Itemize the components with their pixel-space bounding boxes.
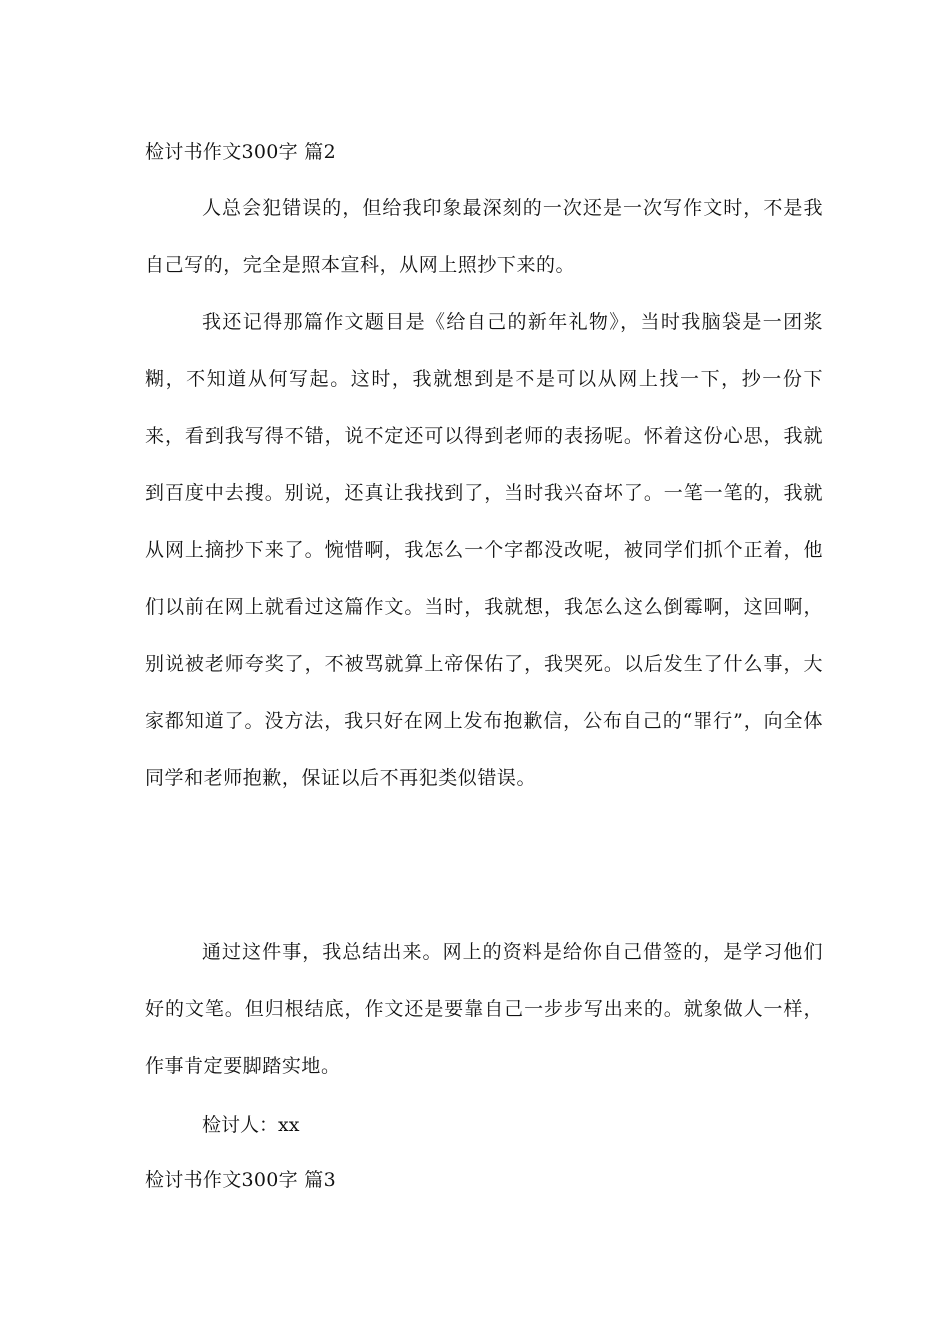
section-heading-2: 检讨书作文300字 篇2 [145, 141, 336, 163]
paragraph-2: 我还记得那篇作文题目是《给自己的新年礼物》，当时我脑袋是一团浆糊，不知道从何写起。这时，我就想到是不是可以从网上找一下，抄一份下来，看到我写得不错，说不定还可以得到老师的表扬呢。怀着这份心思，我就到百度中去搜。别说，还真让我找到了，当时我兴奋坏了。一笔一笔的，我就从网上摘抄下来了。惋惜啊，我怎么一个字都没改呢，被同学们抓个正着，他们以前在网上就看过这篇作文。当时，我就想，我怎么这么倒霉啊，这回啊，别说被老师夸奖了，不被骂就算上帝保佑了，我哭死。以后发生了什么事，大家都知道了。没方法，我只好在网上发布抱歉信，公布自己的“罪行”，向全体同学和老师抱歉，保证以后不再犯类似错误。 [145, 311, 823, 789]
paragraph-3: 通过这件事，我总结出来。网上的资料是给你自己借签的，是学习他们好的文笔。但归根结底，作文还是要靠自己一步步写出来的。就象做人一样，作事肯定要脚踏实地。 [145, 941, 823, 1077]
section-heading-3: 检讨书作文300字 篇3 [145, 1169, 336, 1191]
signature-line: 检讨人：xx [202, 1114, 300, 1136]
paragraph-1: 人总会犯错误的，但给我印象最深刻的一次还是一次写作文时，不是我自己写的，完全是照本宣科，从网上照抄下来的。 [145, 197, 823, 276]
